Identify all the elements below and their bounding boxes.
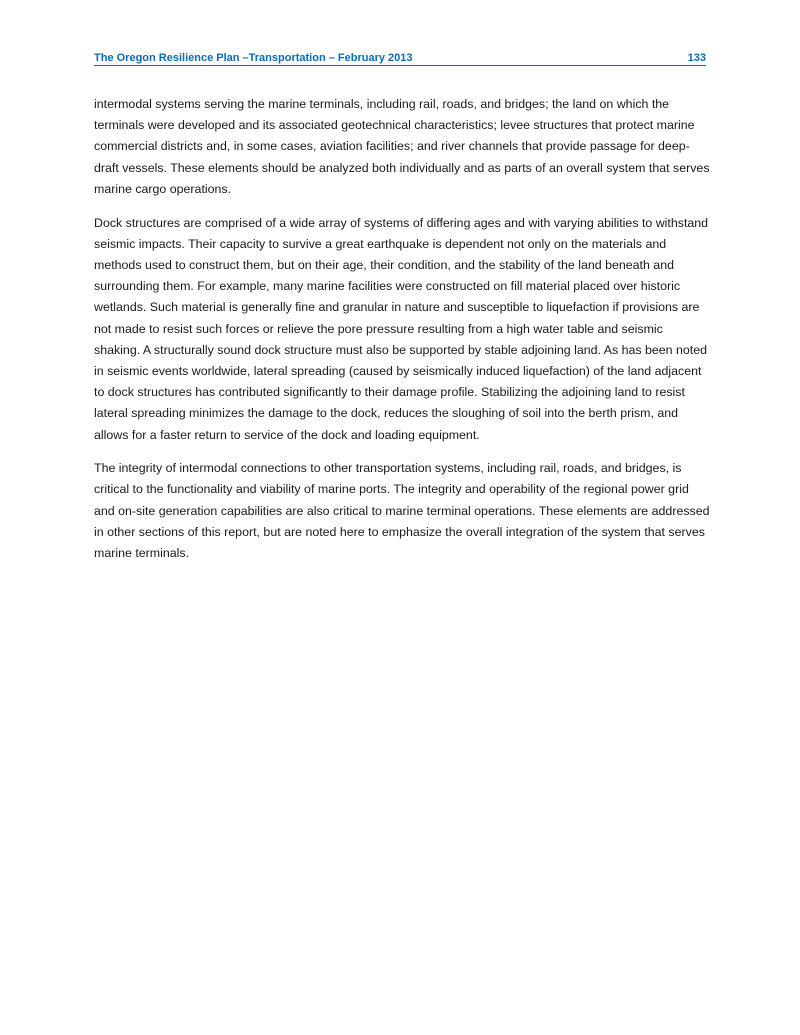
paragraph-dock-structures: Dock structures are comprised of a wide array of systems of differing ages and with varying abilities to withstand seismic impacts. Their capacity to survive a great earthquake is dependent not only on the materials and methods used to construct them, but on their age, their condition, and the stability of the land beneath and surrounding them. For example, many marine facilities were constructed on fill material placed over historic wetlands. Such material is generally fine and granular in nature and susceptible to liquefaction if provisions are not made to resist such forces or relieve the pore pressure resulting from a high water table and seismic shaking. A structurally sound dock structure must also be supported by stable adjoining land. As has been noted in seismic events worldwide, lateral spreading (caused by seismically induced liquefaction) of the land adjacent to dock structures has contributed significantly to their damage profile. Stabilizing the adjoining land to resist lateral spreading minimizes the damage to the dock, reduces the sloughing of soil into the berth prism, and allows for a faster return to service of the dock and loading equipment. bbox=[94, 215, 709, 442]
paragraph-intermodal-systems: intermodal systems serving the marine terminals, including rail, roads, and bridges; the land on which the terminals were developed and its associated geotechnical characteristics; levee structures that protect marine commercial districts and, in some cases, aviation facilities; and river channels that provide passage for deep-draft vessels. These elements should be analyzed both individually and as parts of an overall system that serves marine cargo operations. bbox=[94, 97, 710, 196]
header-title: The Oregon Resilience Plan –Transportation – February 2013 bbox=[94, 52, 413, 64]
paragraph-integrity-connections: The integrity of intermodal connections to other transportation systems, including rail, roads, and bridges, is critical to the functionality and viability of marine ports. The integrity and operability of the regional power grid and on-site generation capabilities are also critical to marine terminal operations. These elements are addressed in other sections of this report, but are noted here to emphasize the overall integration of the system that serves marine terminals. bbox=[94, 461, 710, 561]
page-number: 133 bbox=[687, 52, 706, 64]
running-header bbox=[94, 49, 706, 66]
body-text bbox=[94, 94, 710, 577]
